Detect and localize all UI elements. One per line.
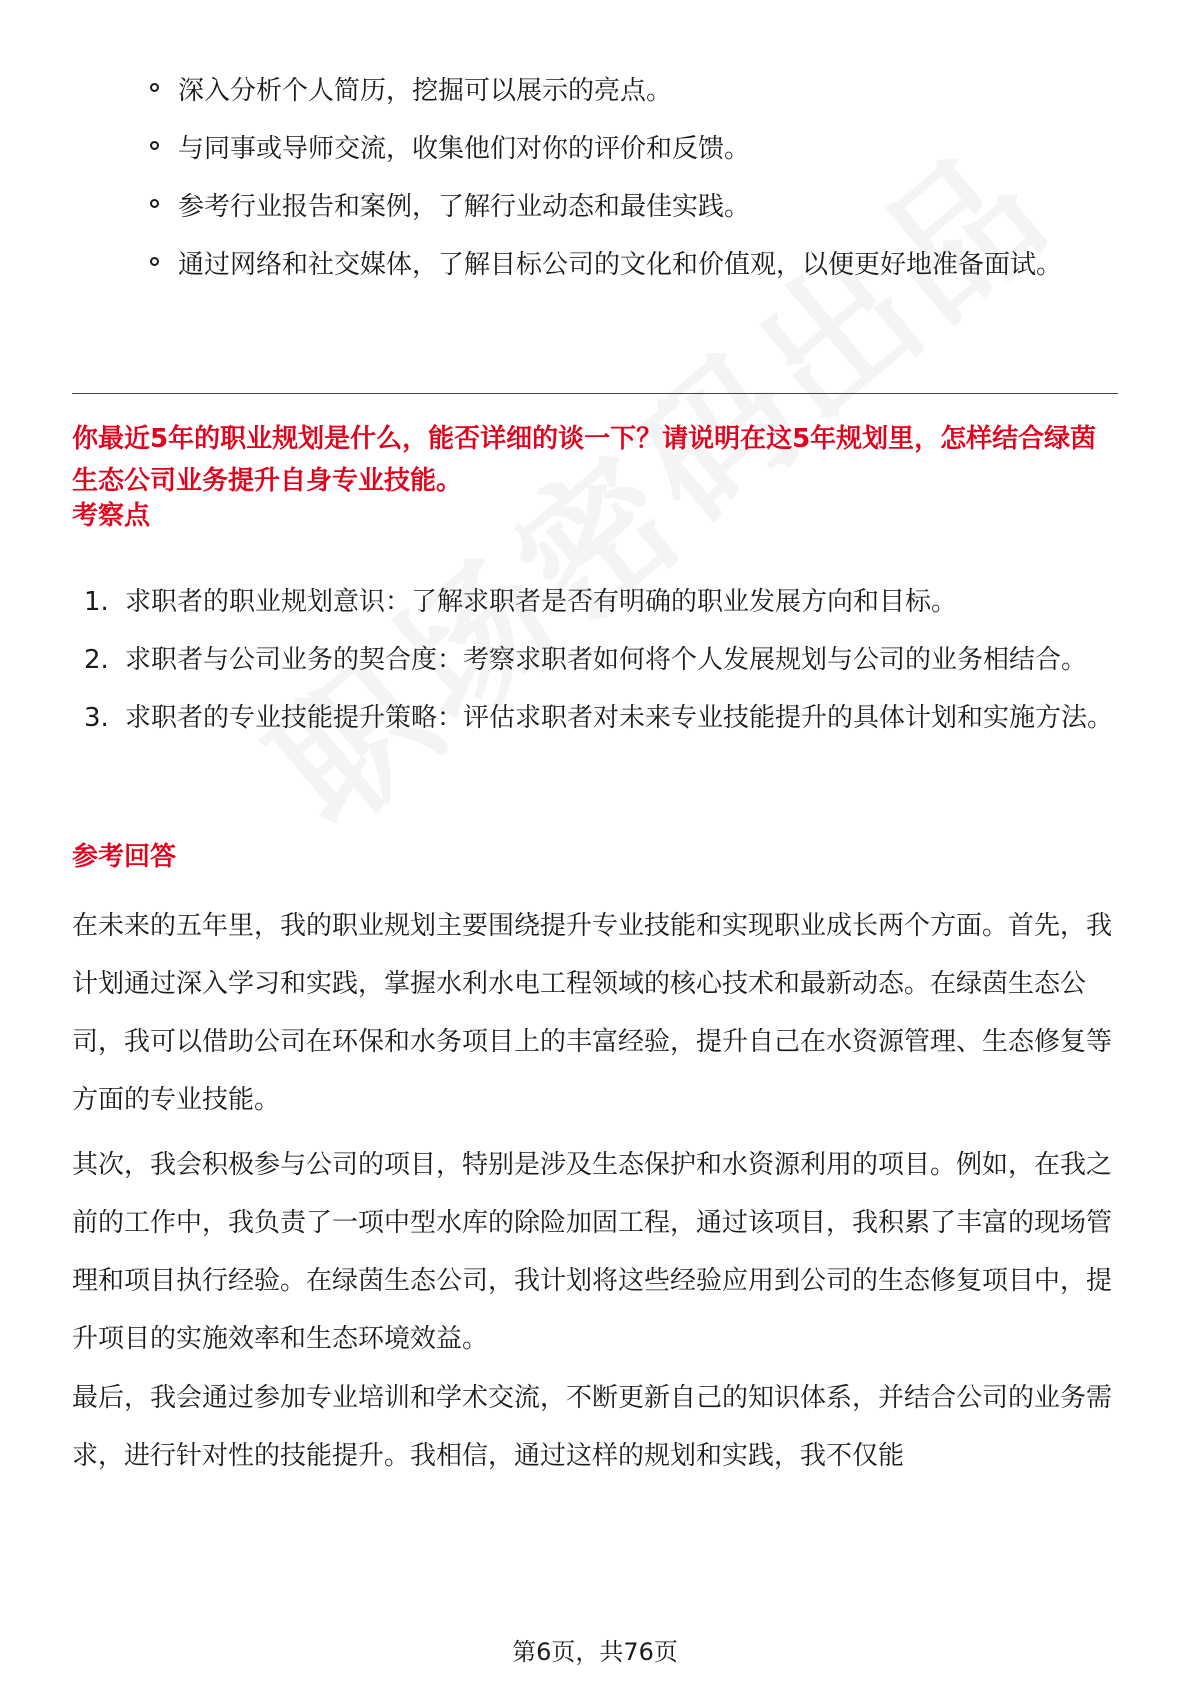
bullet-circle-icon: [150, 141, 159, 150]
bullet-text: 参考行业报告和案例，了解行业动态和最佳实践。: [178, 192, 751, 222]
bullet-circle-icon: [150, 83, 159, 92]
item-text: 求职者与公司业务的契合度：考察求职者如何将个人发展规划与公司的业务相结合。: [125, 645, 1088, 675]
item-number: 2.: [84, 645, 109, 675]
answer-paragraph: 最后，我会通过参加专业培训和学术交流，不断更新自己的知识体系，并结合公司的业务需求，进行针对性的技能提升。我相信，通过这样的规划和实践，我不仅能: [72, 1383, 1113, 1471]
bullet-text: 通过网络和社交媒体，了解目标公司的文化和价值观，以便更好地准备面试。: [178, 250, 1063, 280]
answer-paragraph: 其次，我会积极参与公司的项目，特别是涉及生态保护和水资源利用的项目。例如，在我之前的工作中，我负责了一项中型水库的除险加固工程，通过该项目，我积累了丰富的现场管理和项目执行经验。在绿茵生态公司，我计划将这些经验应用到公司的生态修复项目中，提升项目的实施效率和生态环境效益。: [72, 1150, 1113, 1354]
examination-item: [84, 573, 1124, 631]
answer-paragraph: 在未来的五年里，我的职业规划主要围绕提升专业技能和实现职业成长两个方面。首先，我计划通过深入学习和实践，掌握水利水电工程领域的核心技术和最新动态。在绿茵生态公司，我可以借助公司在环保和水务项目上的丰富经验，提升自己在水资源管理、生态修复等方面的专业技能。: [72, 911, 1113, 1115]
examination-heading: 考察点: [72, 501, 151, 531]
bullet-circle-icon: [150, 199, 159, 208]
item-text: 求职者的职业规划意识：了解求职者是否有明确的职业发展方向和目标。: [125, 587, 958, 617]
page-number-footer: 第6页，共76页: [512, 1638, 678, 1666]
examination-item: [84, 689, 1124, 747]
bullet-item: [150, 120, 1110, 178]
examination-item: [84, 631, 1124, 689]
interview-question: 你最近5年的职业规划是什么，能否详细的谈一下？请说明在这5年规划里，怎样结合绿茵生态公司业务提升自身专业技能。: [72, 424, 1097, 496]
answer-heading: 参考回答: [72, 842, 177, 872]
item-number: 3.: [84, 703, 109, 733]
item-number: 1.: [84, 587, 109, 617]
bullet-item: [150, 236, 1110, 294]
section-divider: [72, 393, 1118, 394]
bullet-text: 深入分析个人简历，挖掘可以展示的亮点。: [178, 76, 673, 106]
bullet-item: [150, 62, 1110, 120]
bullet-item: [150, 178, 1110, 236]
bullet-list: [150, 62, 1110, 294]
item-text: 求职者的专业技能提升策略：评估求职者对未来专业技能提升的具体计划和实施方法。: [125, 703, 1114, 733]
examination-list: [84, 573, 1124, 747]
bullet-circle-icon: [150, 257, 159, 266]
bullet-text: 与同事或导师交流，收集他们对你的评价和反馈。: [178, 134, 751, 164]
